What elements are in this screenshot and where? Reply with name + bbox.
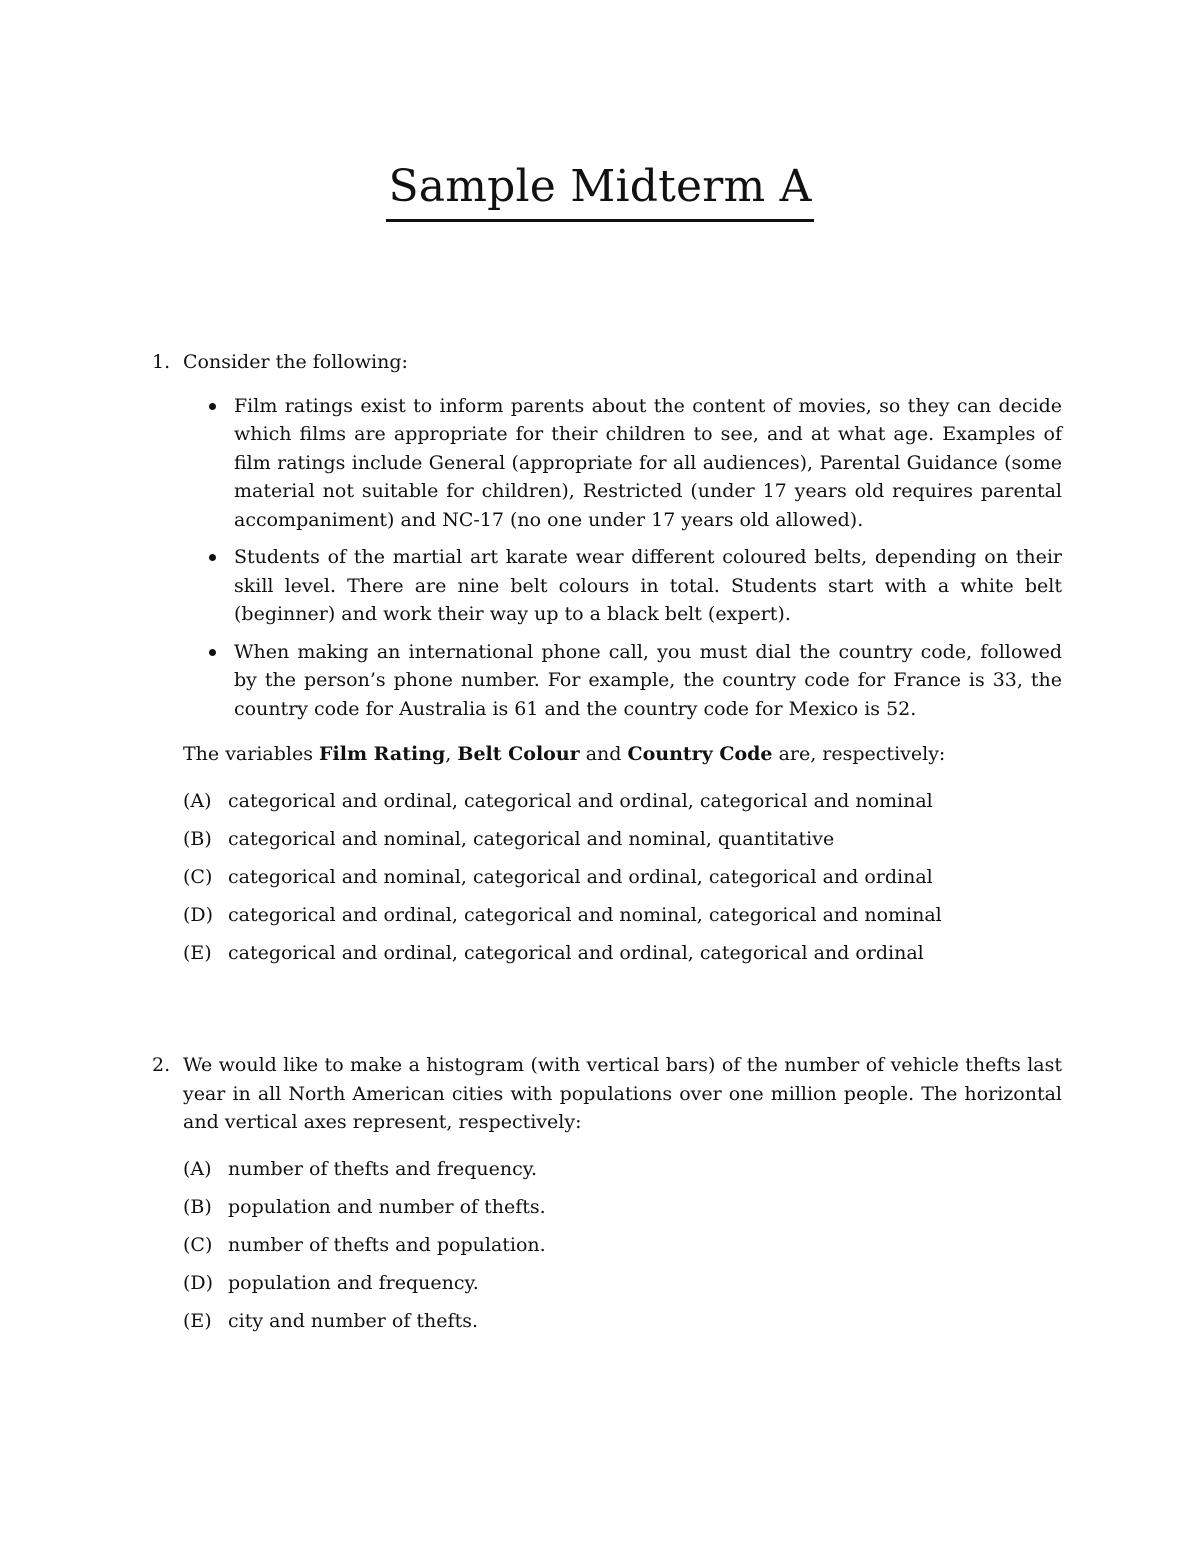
option-letter: (D)	[183, 903, 214, 926]
option-text: categorical and nominal, categorical and ordinal, categorical and ordinal	[228, 865, 933, 888]
bullet-dot-icon	[209, 554, 216, 561]
option-letter: (A)	[183, 789, 212, 812]
option-text: population and number of thefts.	[228, 1195, 546, 1218]
variables-prefix: The variables	[183, 743, 320, 765]
option-letter: (A)	[183, 1157, 212, 1180]
page-title: Sample Midterm A	[386, 161, 813, 222]
option-a	[183, 1155, 1062, 1193]
bullet-item-country-codes	[234, 638, 1062, 724]
question-number: 1.	[152, 351, 171, 373]
variable-belt-colour: Belt Colour	[457, 743, 580, 765]
option-e	[183, 939, 1062, 977]
question-2	[152, 1051, 1062, 1345]
option-letter: (E)	[183, 1309, 212, 1332]
option-letter: (D)	[183, 1271, 214, 1294]
option-c	[183, 863, 1062, 901]
option-text: categorical and ordinal, categorical and nominal, categorical and nominal	[228, 903, 942, 926]
bullet-list	[152, 392, 1062, 724]
variables-sep: ,	[445, 743, 458, 765]
question-1	[152, 348, 1062, 977]
option-text: population and frequency.	[228, 1271, 479, 1294]
option-text: number of thefts and population.	[228, 1233, 546, 1256]
option-text: categorical and nominal, categorical and nominal, quantitative	[228, 827, 835, 850]
option-letter: (C)	[183, 1233, 213, 1256]
option-e	[183, 1307, 1062, 1345]
bullet-item-film-ratings	[234, 392, 1062, 535]
question-stem: We would like to make a histogram (with vertical bars) of the number of vehicle thefts last year in all North American cities with populations over one million people. The horizontal and vertical axes represent, respectively:	[183, 1054, 1062, 1133]
option-text: categorical and ordinal, categorical and ordinal, categorical and ordinal	[228, 941, 924, 964]
question-stem: Consider the following:	[183, 351, 408, 373]
title-block	[0, 132, 1200, 252]
bullet-text: Film ratings exist to inform parents about the content of movies, so they can decide which films are appropriate for their children to see, and at what age. Examples of film ratings include General (appropriate for all audiences), Parental Guidance (some material not suitable for children), Restricted (under 17 years old requires parental accompaniment) and NC-17 (no one under 17 years old allowed).	[234, 394, 1062, 531]
bullet-text: When making an international phone call, you must dial the country code, followed by the person’s phone number. For example, the country code for France is 33, the country code for Australia is 61 and the country code for Mexico is 52.	[234, 640, 1062, 720]
option-letter: (C)	[183, 865, 213, 888]
bullet-text: Students of the martial art karate wear different coloured belts, depending on their skill level. There are nine belt colours in total. Students start with a white belt (beginner) and work their way up to a black belt (expert).	[234, 546, 1062, 625]
option-letter: (B)	[183, 827, 212, 850]
option-d	[183, 901, 1062, 939]
option-b	[183, 825, 1062, 863]
option-text: city and number of thefts.	[228, 1309, 478, 1332]
answer-options	[183, 1155, 1062, 1345]
bullet-item-karate-belts	[234, 543, 1062, 629]
variables-sentence	[183, 740, 1062, 769]
option-text: categorical and ordinal, categorical and ordinal, categorical and nominal	[228, 789, 933, 812]
option-c	[183, 1231, 1062, 1269]
bullet-dot-icon	[209, 649, 216, 656]
variables-suffix: are, respectively:	[772, 743, 946, 765]
question-number: 2.	[152, 1054, 171, 1076]
option-letter: (E)	[183, 941, 212, 964]
variable-film-rating: Film Rating	[319, 743, 446, 765]
variables-sep: and	[579, 743, 628, 765]
option-b	[183, 1193, 1062, 1231]
option-d	[183, 1269, 1062, 1307]
option-letter: (B)	[183, 1195, 212, 1218]
answer-options	[183, 787, 1062, 977]
variable-country-code: Country Code	[627, 743, 773, 765]
option-text: number of thefts and frequency.	[228, 1157, 538, 1180]
option-a	[183, 787, 1062, 825]
bullet-dot-icon	[209, 403, 216, 410]
